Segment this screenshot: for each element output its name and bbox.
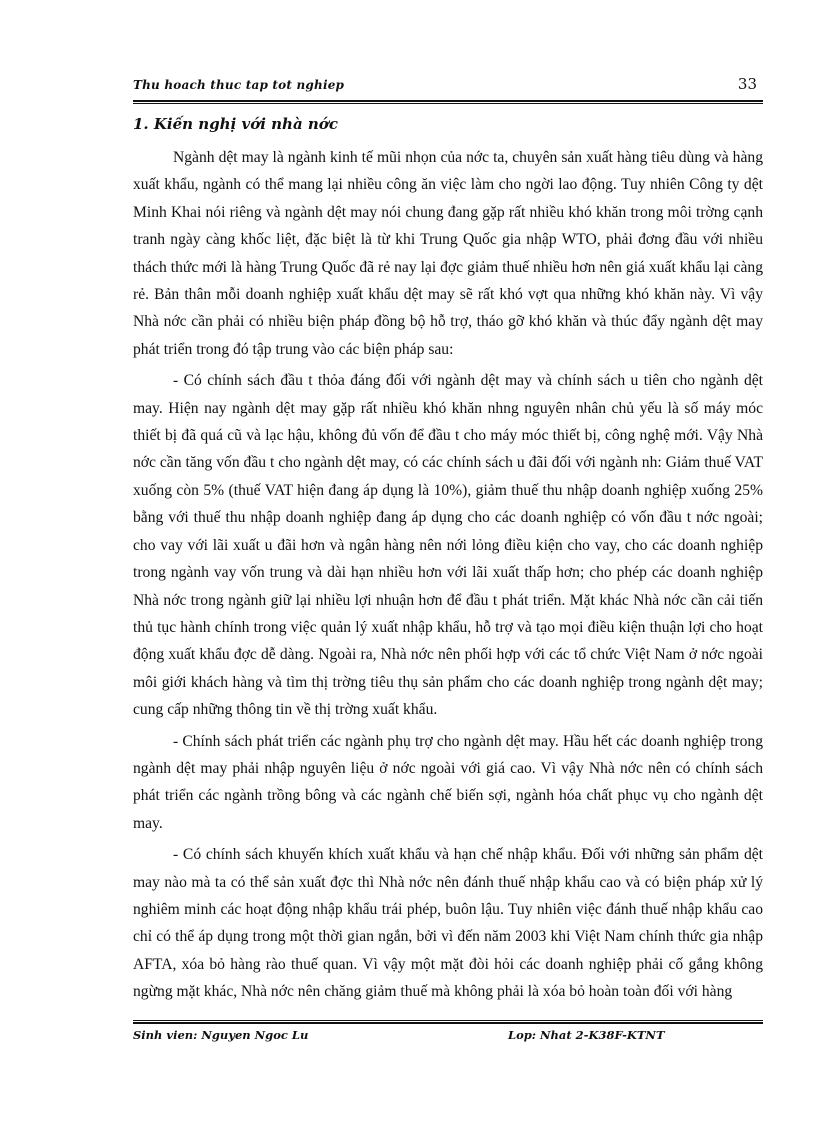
footer-class: Lop: Nhat 2-K38F-KTNT: [508, 1028, 665, 1042]
paragraph-investment-policy: - Có chính sách đầu t thỏa đáng đối với ngành dệt may và chính sách u tiên cho ngành dệt may. Hiện nay ngành dệt may gặp rất nhiều khó khăn nhng nguyên nhân chủ yếu là số máy móc thiết bị đã quá cũ và lạc hậu, không đủ vốn để đầu t cho máy móc thiết bị, công nghệ mới. Vậy Nhà nớc cần tăng vốn đầu t cho ngành dệt may, có các chính sách u đãi đối với ngành nh: Giảm thuế VAT xuống còn 5% (thuế VAT hiện đang áp dụng là 10%), giảm thuế thu nhập doanh nghiệp xuống 25% bằng với thuế thu nhập doanh nghiệp đang áp dụng cho các doanh nghiệp có vốn đầu t nớc ngoài; cho vay với lãi xuất u đãi hơn và ngân hàng nên nới lỏng điều kiện cho vay, cho các doanh nghiệp trong ngành vay vốn trung và dài hạn nhiều hơn với lãi xuất thấp hơn; cho phép các doanh nghiệp Nhà nớc trong ngành giữ lại nhiều lợi nhuận hơn để đầu t phát triển. Mặt khác Nhà nớc cần cải tiến thủ tục hành chính trong việc quản lý xuất nhập khẩu, hỗ trợ và tạo mọi điều kiện thuận lợi cho hoạt động xuất khẩu đợc dễ dàng. Ngoài ra, Nhà nớc nên phối hợp với các tổ chức Việt Nam ở nớc ngoài môi giới khách hàng và tìm thị trờng tiêu thụ sản phẩm cho các doanh nghiệp trong ngành dệt may; cung cấp những thông tin về thị trờng xuất khẩu.: [133, 372, 763, 719]
footer-rule: [133, 1020, 763, 1024]
header-rule: [133, 100, 763, 104]
page-header: [133, 70, 763, 100]
page-number: 33: [737, 75, 757, 93]
page-body: [133, 112, 763, 1010]
paragraph-intro: Ngành dệt may là ngành kinh tế mũi nhọn của nớc ta, chuyên sản xuất hàng tiêu dùng và hàng xuất khẩu, ngành có thể mang lại nhiều công ăn việc làm cho ngời lao động. Tuy nhiên Công ty dệt Minh Khai nói riêng và ngành dệt may nói chung đang gặp rất nhiều khó khăn trong môi trờng cạnh tranh ngày càng khốc liệt, đặc biệt là từ khi Trung Quốc gia nhập WTO, phải đơng đầu với nhiều thách thức mới là hàng Trung Quốc đã rẻ nay lại đợc giảm thuế nhiều hơn nên giá xuất khẩu lại càng rẻ. Bản thân mỗi doanh nghiệp xuất khẩu dệt may sẽ rất khó vợt qua những khó khăn này. Vì vậy Nhà nớc cần phải có nhiều biện pháp đồng bộ hỗ trợ, tháo gỡ khó khăn và thúc đẩy ngành dệt may phát triển trong đó tập trung vào các biện pháp sau:: [133, 149, 763, 358]
footer-student: Sinh vien: Nguyen Ngoc Lu: [133, 1028, 309, 1042]
paragraph-export-policy: - Có chính sách khuyến khích xuất khẩu và hạn chế nhập khẩu. Đối với những sản phẩm dệt may nào mà ta có thể sản xuất đợc thì Nhà nớc nên đánh thuế nhập khẩu cao và có biện pháp xử lý nghiêm minh các hoạt động nhập khẩu trái phép, buôn lậu. Tuy nhiên việc đánh thuế nhập khẩu cao chỉ có thể áp dụng trong một thời gian ngắn, bởi vì đến năm 2003 khi Việt Nam chính thức gia nhập AFTA, xóa bỏ hàng rào thuế quan. Vì vậy một mặt đòi hỏi các doanh nghiệp phải cố gắng không ngừng mặt khác, Nhà nớc nên chăng giảm thuế mà không phải là xóa bỏ hoàn toàn đối với hàng: [133, 846, 763, 1001]
header-title: Thu hoach thuc tap tot nghiep: [133, 78, 345, 92]
section-heading: 1. Kiến nghị với nhà nớc: [133, 115, 338, 133]
paragraph-supporting-industries: - Chính sách phát triển các ngành phụ trợ cho ngành dệt may. Hầu hết các doanh nghiệp trong ngành dệt may phải nhập nguyên liệu ở nớc ngoài với giá cao. Vì vậy Nhà nớc nên có chính sách phát triển các ngành trồng bông và các ngành chế biến sợi, ngành hóa chất phục vụ cho ngành dệt may.: [133, 732, 763, 832]
page-footer: [133, 1026, 763, 1046]
